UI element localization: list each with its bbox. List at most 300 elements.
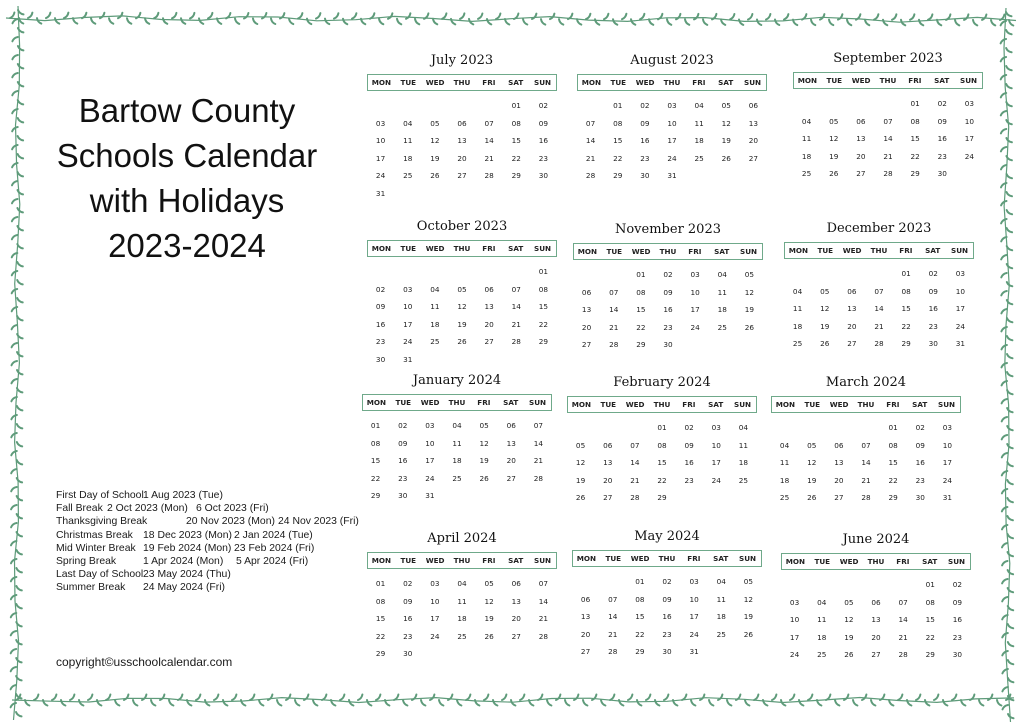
empty-cell xyxy=(781,576,808,594)
day-number: 25 xyxy=(430,337,440,347)
day-number: 17 xyxy=(789,632,800,642)
day-grid xyxy=(781,576,971,664)
day-number: 19 xyxy=(744,305,755,315)
weekday-label: SUN xyxy=(534,78,552,87)
day-number: 27 xyxy=(871,650,881,660)
day-number: 02 xyxy=(398,421,408,430)
vine-leaf xyxy=(460,13,464,19)
empty-cell xyxy=(394,97,421,115)
vine-leaf xyxy=(1002,561,1007,565)
vine-leaf xyxy=(1007,372,1013,376)
day-number: 10 xyxy=(375,136,386,146)
day-number: 21 xyxy=(861,475,871,485)
empty-cell xyxy=(476,263,503,281)
vine-leaf xyxy=(106,695,110,701)
vine-leaf xyxy=(11,487,17,491)
day-number: 15 xyxy=(511,136,521,146)
day-number: 22 xyxy=(657,475,667,485)
vine-leaf xyxy=(1001,237,1006,241)
day-number: 18 xyxy=(452,456,462,466)
month-calendar xyxy=(572,528,762,661)
vine-leaf xyxy=(523,19,527,25)
day-number: 26 xyxy=(479,473,489,483)
vine-leaf xyxy=(11,685,17,689)
weekday-label: FRI xyxy=(482,556,496,565)
vine-leaf xyxy=(349,700,353,706)
event-start: 2 Oct 2023 (Mon) xyxy=(107,503,188,515)
event-name: Last Day of School xyxy=(56,569,144,581)
weekday-label: TUE xyxy=(814,557,831,566)
day-number: 24 xyxy=(403,337,413,347)
weekday-label: FRI xyxy=(477,398,491,407)
day-number: 14 xyxy=(883,134,893,144)
day-number: 20 xyxy=(834,475,844,485)
vine-leaf xyxy=(943,700,947,706)
weekday-label: THU xyxy=(658,554,676,563)
day-number: 25 xyxy=(457,631,467,641)
day-number: 26 xyxy=(829,169,839,179)
day-grid xyxy=(367,263,557,369)
vine-leaf xyxy=(1008,624,1014,628)
vine-leaf xyxy=(277,700,281,706)
vine-leaf xyxy=(13,19,19,23)
day-number: 19 xyxy=(430,153,440,163)
vine-leaf xyxy=(1007,318,1013,322)
month-calendar xyxy=(367,218,557,369)
day-number: 12 xyxy=(743,594,754,604)
vine-leaf xyxy=(1008,714,1014,718)
day-number: 10 xyxy=(425,438,435,448)
vine-leaf xyxy=(703,19,707,25)
day-number: 06 xyxy=(506,421,516,430)
day-grid xyxy=(793,95,983,183)
weekday-label: MON xyxy=(788,246,809,255)
day-number: 07 xyxy=(608,594,618,604)
day-number: 01 xyxy=(910,99,920,108)
vine-leaf xyxy=(133,700,137,706)
day-number: 04 xyxy=(457,579,467,588)
day-number: 13 xyxy=(580,612,591,622)
weekday-label: THU xyxy=(653,400,671,409)
empty-cell xyxy=(865,265,892,283)
vine-leaf xyxy=(1007,174,1013,178)
vine-leaf xyxy=(745,700,749,706)
vine-leaf xyxy=(118,13,122,19)
day-number: 25 xyxy=(452,473,462,483)
vine-leaf xyxy=(217,18,221,24)
day-number: 11 xyxy=(430,302,440,312)
empty-cell xyxy=(808,576,835,594)
vine-leaf xyxy=(988,695,992,701)
vine-leaf xyxy=(784,14,788,19)
month-calendar xyxy=(577,52,767,185)
day-number: 11 xyxy=(779,458,790,468)
day-number: 14 xyxy=(861,458,871,468)
day-number: 19 xyxy=(479,456,489,466)
day-number: 23 xyxy=(375,337,386,347)
vine-leaf xyxy=(18,64,24,68)
day-number: 23 xyxy=(403,631,413,641)
vine-leaf xyxy=(1002,489,1007,493)
day-number: 27 xyxy=(748,153,759,163)
day-number: 26 xyxy=(844,650,854,660)
day-number: 13 xyxy=(748,118,759,128)
day-number: 24 xyxy=(375,171,386,181)
day-number: 04 xyxy=(403,118,413,128)
weekday-label: SAT xyxy=(934,76,950,85)
day-number: 25 xyxy=(792,339,803,349)
vine-leaf xyxy=(334,13,338,18)
day-number: 30 xyxy=(375,354,386,364)
day-number: 06 xyxy=(748,101,759,110)
month-calendar xyxy=(367,52,557,203)
month-name: September 2023 xyxy=(833,51,943,66)
day-number: 03 xyxy=(964,99,975,108)
vine-leaf xyxy=(16,712,22,716)
vine-leaf xyxy=(145,18,149,24)
vine-leaf xyxy=(12,271,17,275)
month-name: August 2023 xyxy=(630,53,714,68)
weekday-label: TUE xyxy=(605,554,622,563)
weekday-label: WED xyxy=(635,78,655,87)
day-number: 11 xyxy=(717,287,727,297)
vine-leaf xyxy=(17,262,23,266)
weekday-label: MON xyxy=(577,247,598,256)
day-number: 06 xyxy=(581,287,592,297)
day-number: 09 xyxy=(375,302,386,312)
vine-leaf xyxy=(1002,453,1007,457)
day-number: 21 xyxy=(585,153,596,163)
day-number: 23 xyxy=(928,321,938,331)
vine-leaf xyxy=(196,695,200,701)
vine-leaf xyxy=(631,19,635,25)
vine-leaf xyxy=(1002,633,1008,637)
vine-leaf xyxy=(1002,651,1008,655)
day-number: 26 xyxy=(721,153,731,163)
vine-leaf xyxy=(901,20,905,26)
empty-cell xyxy=(367,97,394,115)
vine-leaf xyxy=(1003,705,1009,709)
vine-leaf xyxy=(1007,498,1013,502)
day-number: 28 xyxy=(898,650,908,660)
day-number: 26 xyxy=(807,493,817,503)
day-number: 19 xyxy=(820,321,830,331)
weekday-label: SUN xyxy=(529,398,547,407)
day-number: 28 xyxy=(861,493,871,503)
day-number: 08 xyxy=(636,287,646,297)
vine-leaf xyxy=(1006,30,1012,34)
vine-leaf xyxy=(1006,48,1012,52)
day-number: 19 xyxy=(721,136,731,146)
weekday-label: WED xyxy=(631,247,651,256)
vine-leaf xyxy=(871,700,875,706)
vine-leaf xyxy=(421,700,425,706)
weekday-header xyxy=(577,74,767,91)
weekday-label: SUN xyxy=(740,247,758,256)
vine-leaf xyxy=(18,100,24,104)
day-number: 08 xyxy=(910,116,920,126)
day-number: 24 xyxy=(955,321,966,331)
day-number: 07 xyxy=(538,579,549,588)
day-number: 27 xyxy=(847,339,857,349)
weekday-header xyxy=(781,553,971,570)
vine-leaf xyxy=(12,325,18,329)
day-number: 19 xyxy=(829,151,839,161)
day-number: 21 xyxy=(538,614,549,624)
event-start: 24 May 2024 (Fri) xyxy=(143,582,225,594)
day-number: 29 xyxy=(613,171,623,181)
day-number: 02 xyxy=(937,99,947,108)
day-number: 07 xyxy=(861,440,871,450)
day-number: 22 xyxy=(613,153,623,163)
title-line-3: with Holidays xyxy=(89,182,285,219)
weekday-label: SAT xyxy=(508,78,524,87)
vine-leaf xyxy=(100,13,104,19)
weekday-label: SUN xyxy=(739,554,757,563)
vine-leaf xyxy=(1006,138,1012,142)
vine-leaf xyxy=(1002,345,1007,349)
day-number: 11 xyxy=(403,136,413,146)
empty-cell xyxy=(771,419,798,437)
day-number: 12 xyxy=(721,118,731,128)
vine-leaf xyxy=(340,695,344,701)
day-number: 17 xyxy=(690,305,700,315)
event-end: 5 Apr 2024 (Fri) xyxy=(236,555,309,567)
day-number: 12 xyxy=(820,304,830,314)
day-number: 18 xyxy=(403,153,413,163)
weekday-label: THU xyxy=(870,246,888,255)
day-number: 10 xyxy=(964,116,975,126)
day-number: 01 xyxy=(888,423,898,432)
day-number: 16 xyxy=(937,134,947,144)
day-number: 09 xyxy=(663,287,673,297)
vine-leaf xyxy=(1007,264,1013,268)
vine-leaf xyxy=(1001,39,1007,43)
day-number: 15 xyxy=(910,134,920,144)
day-number: 08 xyxy=(635,594,645,604)
day-grid xyxy=(771,419,961,507)
day-number: 16 xyxy=(684,458,694,468)
day-number: 27 xyxy=(603,493,613,503)
weekday-label: SAT xyxy=(714,247,730,256)
vine-leaf xyxy=(11,505,17,509)
weekday-header xyxy=(793,72,983,89)
vine-leaf xyxy=(406,13,410,18)
day-number: 23 xyxy=(937,151,947,161)
vine-leaf xyxy=(397,19,401,25)
day-number: 22 xyxy=(375,631,386,641)
day-number: 25 xyxy=(716,629,726,639)
vine-leaf xyxy=(583,700,587,706)
day-number: 29 xyxy=(901,339,911,349)
vine-leaf xyxy=(955,20,959,26)
vine-leaf xyxy=(12,73,17,77)
day-number: 02 xyxy=(375,284,386,294)
day-grid xyxy=(577,97,767,185)
vine-leaf xyxy=(271,19,275,25)
day-number: 25 xyxy=(717,322,727,332)
month-calendar xyxy=(567,374,757,507)
vine-leaf xyxy=(979,700,983,706)
day-number: 29 xyxy=(375,649,386,659)
weekday-label: FRI xyxy=(482,78,496,87)
day-number: 17 xyxy=(375,153,386,163)
day-number: 02 xyxy=(662,577,672,586)
weekday-label: FRI xyxy=(908,76,922,85)
day-number: 07 xyxy=(630,440,640,450)
vine-leaf xyxy=(772,695,776,701)
day-number: 14 xyxy=(585,136,596,146)
event-name: Mid Winter Break xyxy=(56,542,136,554)
day-number: 19 xyxy=(743,612,754,622)
vine-leaf xyxy=(11,667,16,671)
weekday-label: FRI xyxy=(896,557,910,566)
empty-cell xyxy=(852,419,879,437)
day-number: 03 xyxy=(425,421,435,430)
vine-leaf xyxy=(18,118,24,122)
day-number: 07 xyxy=(883,116,893,126)
weekday-label: WED xyxy=(842,246,862,255)
vine-leaf xyxy=(1001,165,1006,169)
day-number: 11 xyxy=(738,440,749,450)
day-number: 28 xyxy=(511,337,521,347)
vine-leaf xyxy=(16,568,22,572)
vine-leaf xyxy=(565,700,569,706)
title-line-4: 2023-2024 xyxy=(108,227,266,264)
day-number: 07 xyxy=(533,421,544,430)
weekday-label: SAT xyxy=(912,400,928,409)
weekday-header xyxy=(771,396,961,413)
day-number: 08 xyxy=(888,440,898,450)
day-number: 30 xyxy=(928,339,938,349)
day-number: 03 xyxy=(955,269,966,278)
empty-cell xyxy=(448,263,475,281)
day-number: 13 xyxy=(511,596,521,606)
empty-cell xyxy=(421,263,448,281)
vine-leaf xyxy=(664,695,668,701)
day-number: 08 xyxy=(370,438,381,448)
day-number: 15 xyxy=(370,456,381,466)
event-start: 18 Dec 2023 (Mon) xyxy=(143,529,232,541)
vine-leaf xyxy=(18,172,24,176)
empty-cell xyxy=(594,419,621,437)
empty-cell xyxy=(503,263,530,281)
day-number: 10 xyxy=(955,286,966,296)
empty-cell xyxy=(621,419,648,437)
day-number: 15 xyxy=(636,305,646,315)
day-number: 25 xyxy=(403,171,413,181)
vine-leaf xyxy=(1007,408,1013,412)
empty-cell xyxy=(862,576,889,594)
month-name: March 2024 xyxy=(825,375,907,390)
vine-leaf xyxy=(628,695,632,701)
vine-leaf xyxy=(12,127,18,131)
vine-leaf xyxy=(637,700,641,706)
vine-leaf xyxy=(1002,597,1007,601)
day-number: 06 xyxy=(871,597,881,607)
day-number: 31 xyxy=(955,339,966,349)
day-number: 12 xyxy=(829,134,839,144)
weekday-label: SUN xyxy=(960,76,978,85)
day-number: 11 xyxy=(792,304,803,314)
vine-leaf xyxy=(1001,273,1006,277)
weekday-label: MON xyxy=(371,78,392,87)
vine-leaf xyxy=(676,14,680,19)
day-number: 23 xyxy=(538,153,549,163)
vine-leaf xyxy=(17,514,22,518)
vine-leaf xyxy=(1008,642,1014,646)
day-number: 04 xyxy=(694,101,704,110)
empty-cell xyxy=(835,576,862,594)
day-number: 29 xyxy=(635,647,645,657)
weekday-label: SAT xyxy=(708,400,724,409)
day-number: 22 xyxy=(370,473,381,483)
weekday-label: THU xyxy=(453,244,471,253)
day-number: 24 xyxy=(430,631,440,641)
vine-leaf xyxy=(1002,435,1008,439)
day-number: 03 xyxy=(375,118,386,128)
weekday-label: TUE xyxy=(395,398,412,407)
vine-leaf xyxy=(11,631,16,635)
vine-leaf xyxy=(17,388,23,392)
empty-cell xyxy=(874,95,901,113)
vine-leaf xyxy=(46,13,50,19)
weekday-label: FRI xyxy=(687,554,701,563)
day-number: 02 xyxy=(928,269,938,278)
weekday-label: SUN xyxy=(951,246,969,255)
day-number: 28 xyxy=(883,169,893,179)
day-number: 14 xyxy=(874,304,884,314)
day-number: 05 xyxy=(721,101,731,110)
vine-leaf xyxy=(700,695,704,701)
day-number: 05 xyxy=(484,579,494,588)
vine-leaf xyxy=(17,496,23,500)
day-number: 20 xyxy=(506,456,516,466)
day-number: 28 xyxy=(538,631,549,641)
day-number: 05 xyxy=(430,118,440,128)
day-number: 07 xyxy=(484,118,494,128)
vine-leaf xyxy=(586,14,590,19)
vine-leaf xyxy=(11,559,17,563)
empty-cell xyxy=(825,419,852,437)
empty-cell xyxy=(577,97,604,115)
day-number: 30 xyxy=(538,171,549,181)
day-number: 11 xyxy=(817,615,827,625)
vine-leaf xyxy=(874,14,878,20)
vine-leaf xyxy=(1007,480,1013,484)
vine-leaf xyxy=(232,695,236,701)
day-number: 10 xyxy=(430,596,440,606)
month-name: December 2023 xyxy=(826,221,932,236)
empty-cell xyxy=(421,97,448,115)
day-number: 16 xyxy=(952,615,963,625)
vine-leaf xyxy=(109,18,113,24)
vine-leaf xyxy=(73,18,77,24)
title-line-1: Bartow County xyxy=(78,92,296,129)
weekday-label: WED xyxy=(425,556,445,565)
vine-leaf xyxy=(199,18,203,24)
day-grid xyxy=(567,419,757,507)
month-calendar xyxy=(793,50,983,183)
vine-leaf xyxy=(142,695,146,701)
day-number: 28 xyxy=(484,171,494,181)
vine-leaf xyxy=(1007,426,1013,430)
day-number: 15 xyxy=(538,302,549,312)
vine-leaf xyxy=(244,13,248,19)
day-number: 21 xyxy=(608,629,618,639)
weekday-label: FRI xyxy=(482,244,496,253)
vine-leaf xyxy=(205,700,209,706)
